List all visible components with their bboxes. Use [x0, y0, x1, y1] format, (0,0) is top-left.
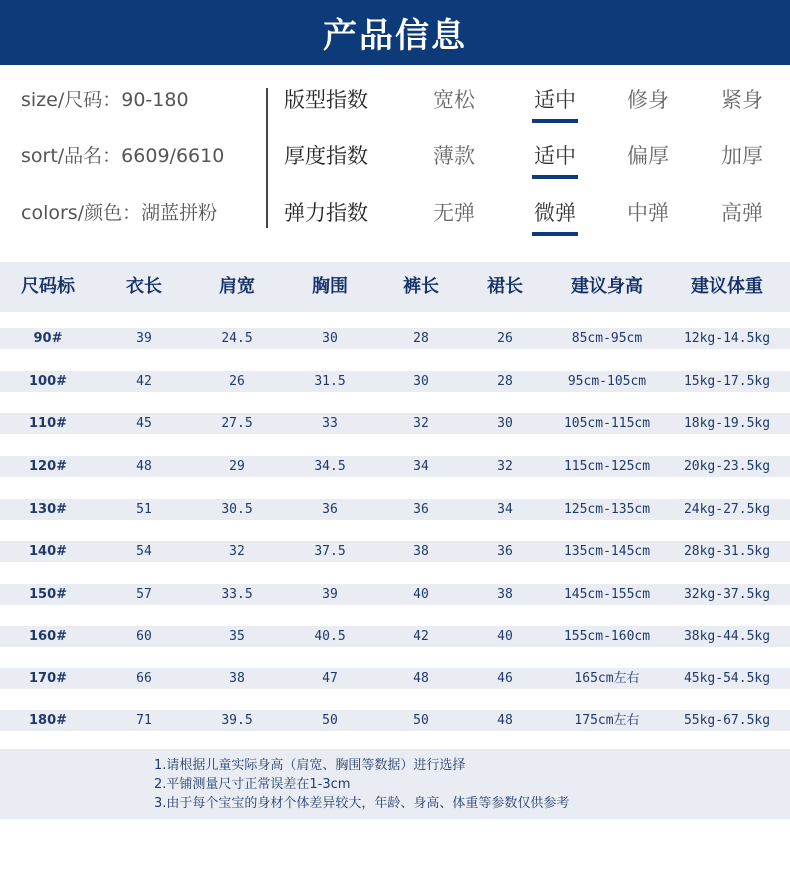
- index-label: 弹力指数: [284, 201, 368, 225]
- table-cell: 125cm-135cm: [563, 502, 651, 517]
- index-option: 无弹: [433, 201, 475, 225]
- table-cell: 50: [413, 713, 429, 728]
- table-cell: 40: [413, 587, 429, 602]
- table-cell: 165cm左右: [574, 671, 640, 686]
- table-row: [0, 413, 790, 434]
- table-cell: 12kg-14.5kg: [683, 331, 771, 346]
- index-label: 版型指数: [284, 88, 368, 112]
- index-option: 加厚: [721, 144, 763, 168]
- table-cell: 47: [322, 671, 338, 686]
- table-row: [0, 626, 790, 647]
- vertical-divider: [266, 88, 268, 228]
- table-row: [0, 499, 790, 520]
- size-label-cell: 140#: [28, 544, 68, 559]
- table-cell: 42: [413, 629, 429, 644]
- table-cell: 27.5: [221, 416, 253, 431]
- table-cell: 46: [497, 671, 513, 686]
- table-cell: 85cm-95cm: [571, 331, 643, 346]
- size-label-cell: 180#: [28, 713, 68, 728]
- table-cell: 33: [322, 416, 338, 431]
- table-cell: 31.5: [314, 374, 346, 389]
- column-header: 尺码标: [21, 276, 75, 297]
- table-cell: 29: [229, 459, 245, 474]
- column-header: 衣长: [126, 276, 162, 297]
- page-title: 产品信息: [323, 16, 467, 56]
- table-cell: 51: [136, 502, 152, 517]
- table-cell: 30: [413, 374, 429, 389]
- table-cell: 26: [497, 331, 513, 346]
- size-table-header: [0, 262, 790, 312]
- index-option: 宽松: [433, 88, 475, 112]
- table-cell: 35: [229, 629, 245, 644]
- table-cell: 34: [413, 459, 429, 474]
- table-row: [0, 584, 790, 605]
- table-row: [0, 456, 790, 477]
- table-cell: 28: [497, 374, 513, 389]
- table-cell: 36: [322, 502, 338, 517]
- table-cell: 39.5: [221, 713, 253, 728]
- table-cell: 48: [497, 713, 513, 728]
- table-cell: 105cm-115cm: [563, 416, 651, 431]
- column-header: 建议体重: [691, 276, 763, 297]
- table-cell: 135cm-145cm: [563, 544, 651, 559]
- table-cell: 34.5: [314, 459, 346, 474]
- product-name: sort/品名：6609/6610: [21, 145, 225, 167]
- table-cell: 32: [229, 544, 245, 559]
- note-item: 2.平铺测量尺寸正常误差在1-3cm: [154, 777, 351, 792]
- size-label-cell: 90#: [33, 331, 63, 346]
- table-cell: 32: [497, 459, 513, 474]
- size-label-cell: 110#: [28, 416, 68, 431]
- size-label-cell: 130#: [28, 502, 68, 517]
- table-cell: 37.5: [314, 544, 346, 559]
- table-cell: 60: [136, 629, 152, 644]
- column-header: 肩宽: [219, 276, 255, 297]
- table-cell: 55kg-67.5kg: [683, 713, 771, 728]
- table-cell: 57: [136, 587, 152, 602]
- index-option: 高弹: [721, 201, 763, 225]
- table-cell: 39: [322, 587, 338, 602]
- table-cell: 38kg-44.5kg: [683, 629, 771, 644]
- table-row: [0, 668, 790, 689]
- table-cell: 48: [413, 671, 429, 686]
- table-cell: 18kg-19.5kg: [683, 416, 771, 431]
- table-cell: 45kg-54.5kg: [683, 671, 771, 686]
- table-cell: 28: [413, 331, 429, 346]
- table-cell: 50: [322, 713, 338, 728]
- table-cell: 54: [136, 544, 152, 559]
- index-option: 偏厚: [627, 144, 669, 168]
- column-header: 裤长: [403, 276, 439, 297]
- table-cell: 36: [413, 502, 429, 517]
- table-cell: 20kg-23.5kg: [683, 459, 771, 474]
- index-option: 修身: [627, 88, 669, 112]
- index-option-selected: 适中: [520, 136, 590, 176]
- table-cell: 38: [497, 587, 513, 602]
- table-cell: 48: [136, 459, 152, 474]
- table-cell: 32: [413, 416, 429, 431]
- table-cell: 38: [413, 544, 429, 559]
- table-row: [0, 371, 790, 392]
- table-row: [0, 541, 790, 562]
- table-cell: 30: [497, 416, 513, 431]
- table-cell: 145cm-155cm: [563, 587, 651, 602]
- table-cell: 38: [229, 671, 245, 686]
- table-cell: 95cm-105cm: [567, 374, 647, 389]
- size-label-cell: 120#: [28, 459, 68, 474]
- table-cell: 175cm左右: [574, 713, 640, 728]
- index-option: 薄款: [433, 144, 475, 168]
- table-row: [0, 710, 790, 731]
- size-label-cell: 100#: [28, 374, 68, 389]
- table-cell: 15kg-17.5kg: [683, 374, 771, 389]
- table-cell: 34: [497, 502, 513, 517]
- table-cell: 40: [497, 629, 513, 644]
- table-cell: 71: [136, 713, 152, 728]
- product-color: colors/颜色：湖蓝拼粉: [21, 202, 218, 224]
- index-option: 中弹: [627, 201, 669, 225]
- column-header: 胸围: [312, 276, 348, 297]
- size-label-cell: 170#: [28, 671, 68, 686]
- table-cell: 39: [136, 331, 152, 346]
- table-cell: 66: [136, 671, 152, 686]
- size-range: size/尺码：90-180: [21, 89, 189, 111]
- index-option-selected: 适中: [520, 80, 590, 120]
- note-item: 1.请根据儿童实际身高（肩宽、胸围等数据）进行选择: [154, 758, 466, 773]
- table-cell: 24kg-27.5kg: [683, 502, 771, 517]
- table-cell: 33.5: [221, 587, 253, 602]
- index-label: 厚度指数: [284, 144, 368, 168]
- size-notes: [0, 749, 790, 819]
- table-cell: 32kg-37.5kg: [683, 587, 771, 602]
- header-banner: [0, 0, 790, 65]
- table-cell: 30.5: [221, 502, 253, 517]
- table-cell: 115cm-125cm: [563, 459, 651, 474]
- table-cell: 24.5: [221, 331, 253, 346]
- table-cell: 40.5: [314, 629, 346, 644]
- table-cell: 155cm-160cm: [563, 629, 651, 644]
- table-cell: 28kg-31.5kg: [683, 544, 771, 559]
- product-info: [0, 72, 790, 237]
- table-cell: 45: [136, 416, 152, 431]
- table-cell: 36: [497, 544, 513, 559]
- table-cell: 26: [229, 374, 245, 389]
- index-option-selected: 微弹: [520, 193, 590, 233]
- table-cell: 30: [322, 331, 338, 346]
- size-label-cell: 160#: [28, 629, 68, 644]
- table-cell: 42: [136, 374, 152, 389]
- index-option: 紧身: [721, 88, 763, 112]
- column-header: 裙长: [487, 276, 523, 297]
- column-header: 建议身高: [571, 276, 643, 297]
- size-label-cell: 150#: [28, 587, 68, 602]
- note-item: 3.由于每个宝宝的身材个体差异较大，年龄、身高、体重等参数仅供参考: [154, 796, 570, 811]
- table-row: [0, 328, 790, 349]
